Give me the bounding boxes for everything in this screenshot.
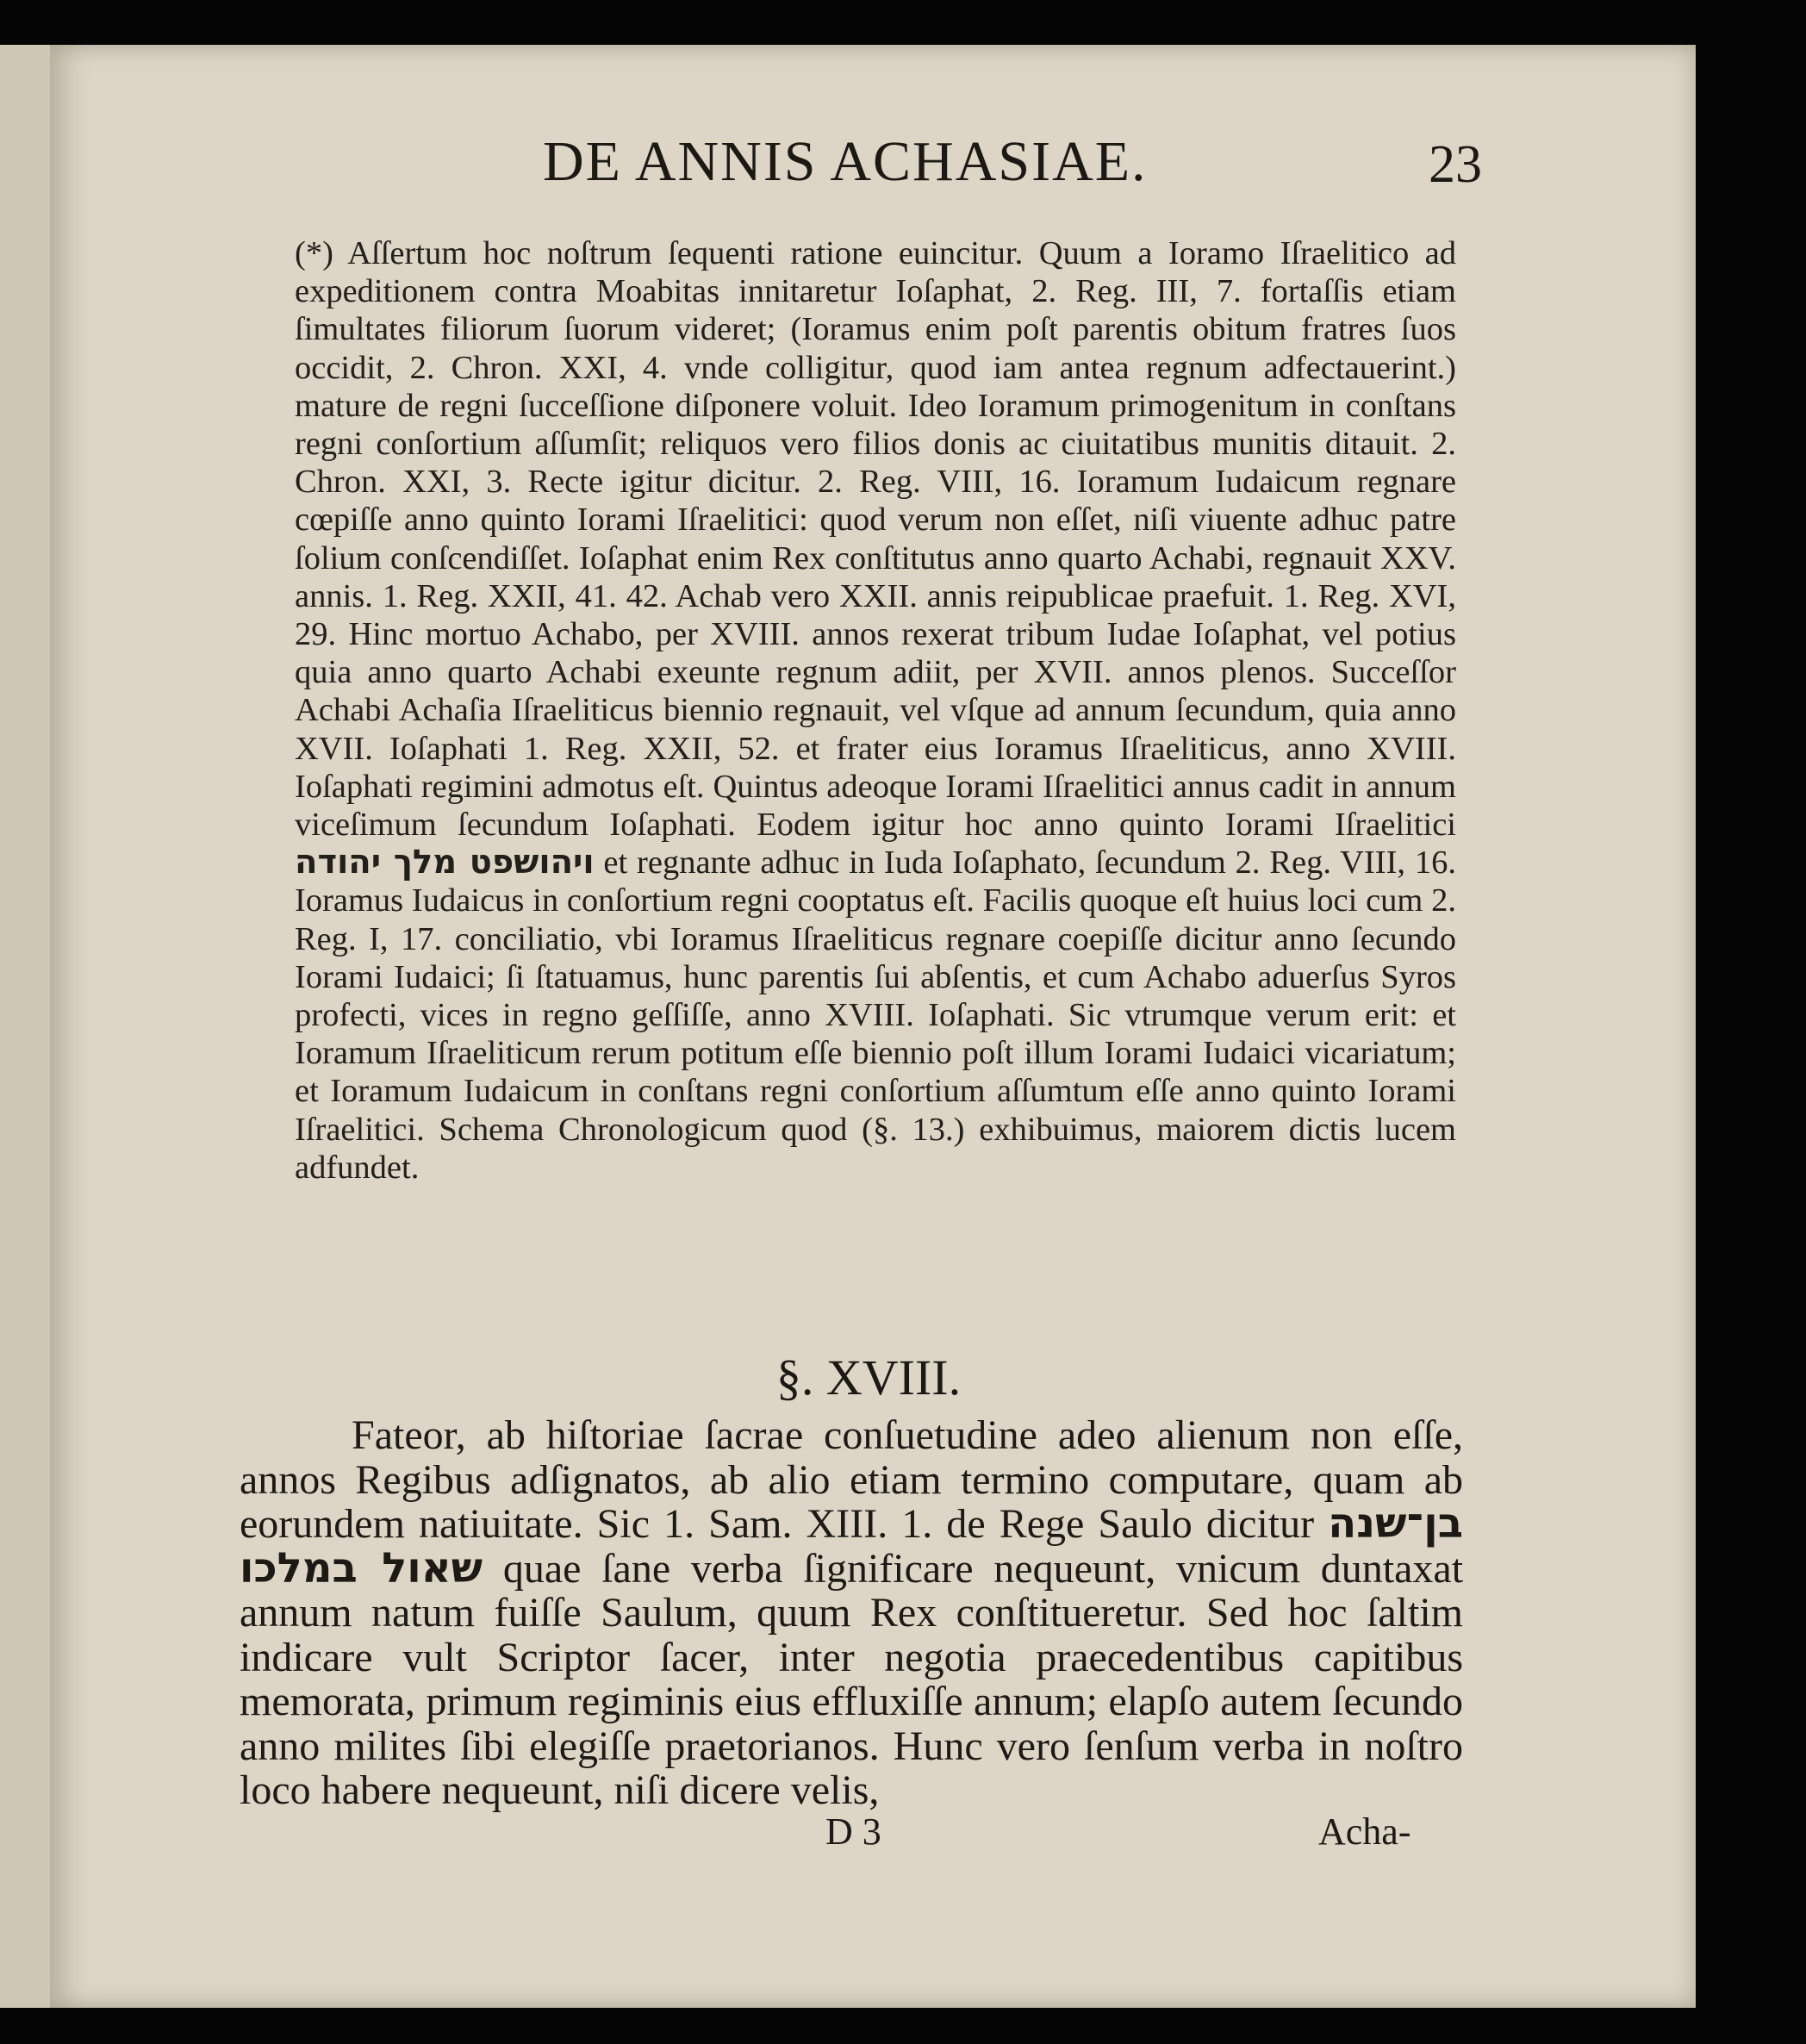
- catchword: Acha-: [1318, 1810, 1411, 1853]
- page-header: [517, 129, 1482, 207]
- body-hebrew: בן־שנה שאול במלכו: [240, 1499, 1464, 1592]
- previous-page-edge: [0, 45, 53, 2008]
- section-heading: [0, 1349, 1806, 1406]
- footnote-hebrew: ויהושפט מלך יהודה: [295, 843, 595, 882]
- section-heading-label: §. XVIII.: [775, 1349, 962, 1405]
- footnote-text-continued: et regnante adhuc in Iuda Ioſaphato, ſecundum 2. Reg. VIII, 16. Ioramus Iudaicus in conſortium regni cooptatus eſt. Facilis quoque eſt huius loci cum 2. Reg. I, 17. conciliatio, vbi Ioramus Iſraeliticus regnare coepiſſe dicitur anno ſecundo Iorami Iudaici; ſi ſtatuamus, hunc parentis ſui abſentis, et cum Achabo aduerſus Syros profecti, vices in regno geſſiſſe, anno XVIII. Ioſaphati. Sic vtrumque verum erit: et Ioramum Iſraeliticum rerum potitum eſſe biennio poſt illum Iorami Iudaici vicariatum; et Ioramum Iudaicum in conſtans regni conſortium aſſumtum eſſe anno quinto Iorami Iſraelitici. Schema Chronologicum quod (§. 13.) exhibuimus, maiorem dictis lucem adfundet.: [295, 844, 1456, 1186]
- footnote: [295, 234, 1456, 1187]
- body-text-continued: quae ſane verba ſignificare nequeunt, vnicum duntaxat annum natum fuiſſe Saulum, quum Rex conſtitueretur. Sed hoc ſaltim indicare vult Scriptor ſacer, inter negotia praecedentibus capitibus memorata, primum regiminis eius effluxiſſe annum; elapſo autem ſecundo anno milites ſibi elegiſſe praetorianos. Hunc vero ſenſum verba in noſtro loco habere nequeunt, niſi dicere velis,: [240, 1545, 1464, 1813]
- footnote-paragraph: [295, 234, 1456, 1187]
- page-number: 23: [1429, 135, 1482, 194]
- signature-mark: D 3: [825, 1810, 881, 1853]
- section-body: [240, 1413, 1463, 1813]
- body-text: Fateor, ab hiſtoriae ſacrae conſuetudine adeo alienum non eſſe, annos Regibus adſignatos, ab alio etiam termino computare, quam ab eorundem natiuitate. Sic 1. Sam. XIII. 1. de Rege Saulo dicitur: [240, 1412, 1463, 1547]
- body-paragraph: [240, 1413, 1463, 1813]
- running-title: DE ANNIS ACHASIAE.: [543, 130, 1148, 193]
- footnote-text: (*) Aſſertum hoc noſtrum ſequenti ratione euincitur. Quum a Ioramo Iſraelitico ad expeditionem contra Moabitas innitaretur Ioſaphat, 2. Reg. III, 7. fortaſſis etiam ſimultates filiorum ſuorum videret; (Ioramus enim poſt parentis obitum fratres ſuos occidit, 2. Chron. XXI, 4. vnde colligitur, quod iam antea regnum adfectauerint.) mature de regni ſucceſſione diſponere voluit. Ideo Ioramum primogenitum in conſtans regni conſortium aſſumſit; reliquos vero filios donis ac ciuitatibus munitis ditauit. 2. Chron. XXI, 3. Recte igitur dicitur. 2. Reg. VIII, 16. Ioramum Iudaicum regnare cœpiſſe anno quinto Iorami Iſraelitici: quod verum non eſſet, niſi viuente adhuc patre ſolium conſcendiſſet. Ioſaphat enim Rex conſtitutus anno quarto Achabi, regnauit XXV. annis. 1. Reg. XXII, 41. 42. Achab vero XXII. annis reipublicae praefuit. 1. Reg. XVI, 29. Hinc mortuo Achabo, per XVIII. annos rexerat tribum Iudae Ioſaphat, vel potius quia anno quarto Achabi exeunte regnum adiit, per XVII. annos plenos. Succeſſor Achabi Achaſia Iſraeliticus biennio regnauit, vel vſque ad annum ſecundum, quia anno XVII. Ioſaphati 1. Reg. XXII, 52. et frater eius Ioramus Iſraeliticus, anno XVIII. Ioſaphati regimini admotus eſt. Quintus adeoque Iorami Iſraelitici annus cadit in annum viceſimum ſecundum Ioſaphati. Eodem igitur hoc anno quinto Iorami Iſraelitici: [295, 235, 1456, 844]
